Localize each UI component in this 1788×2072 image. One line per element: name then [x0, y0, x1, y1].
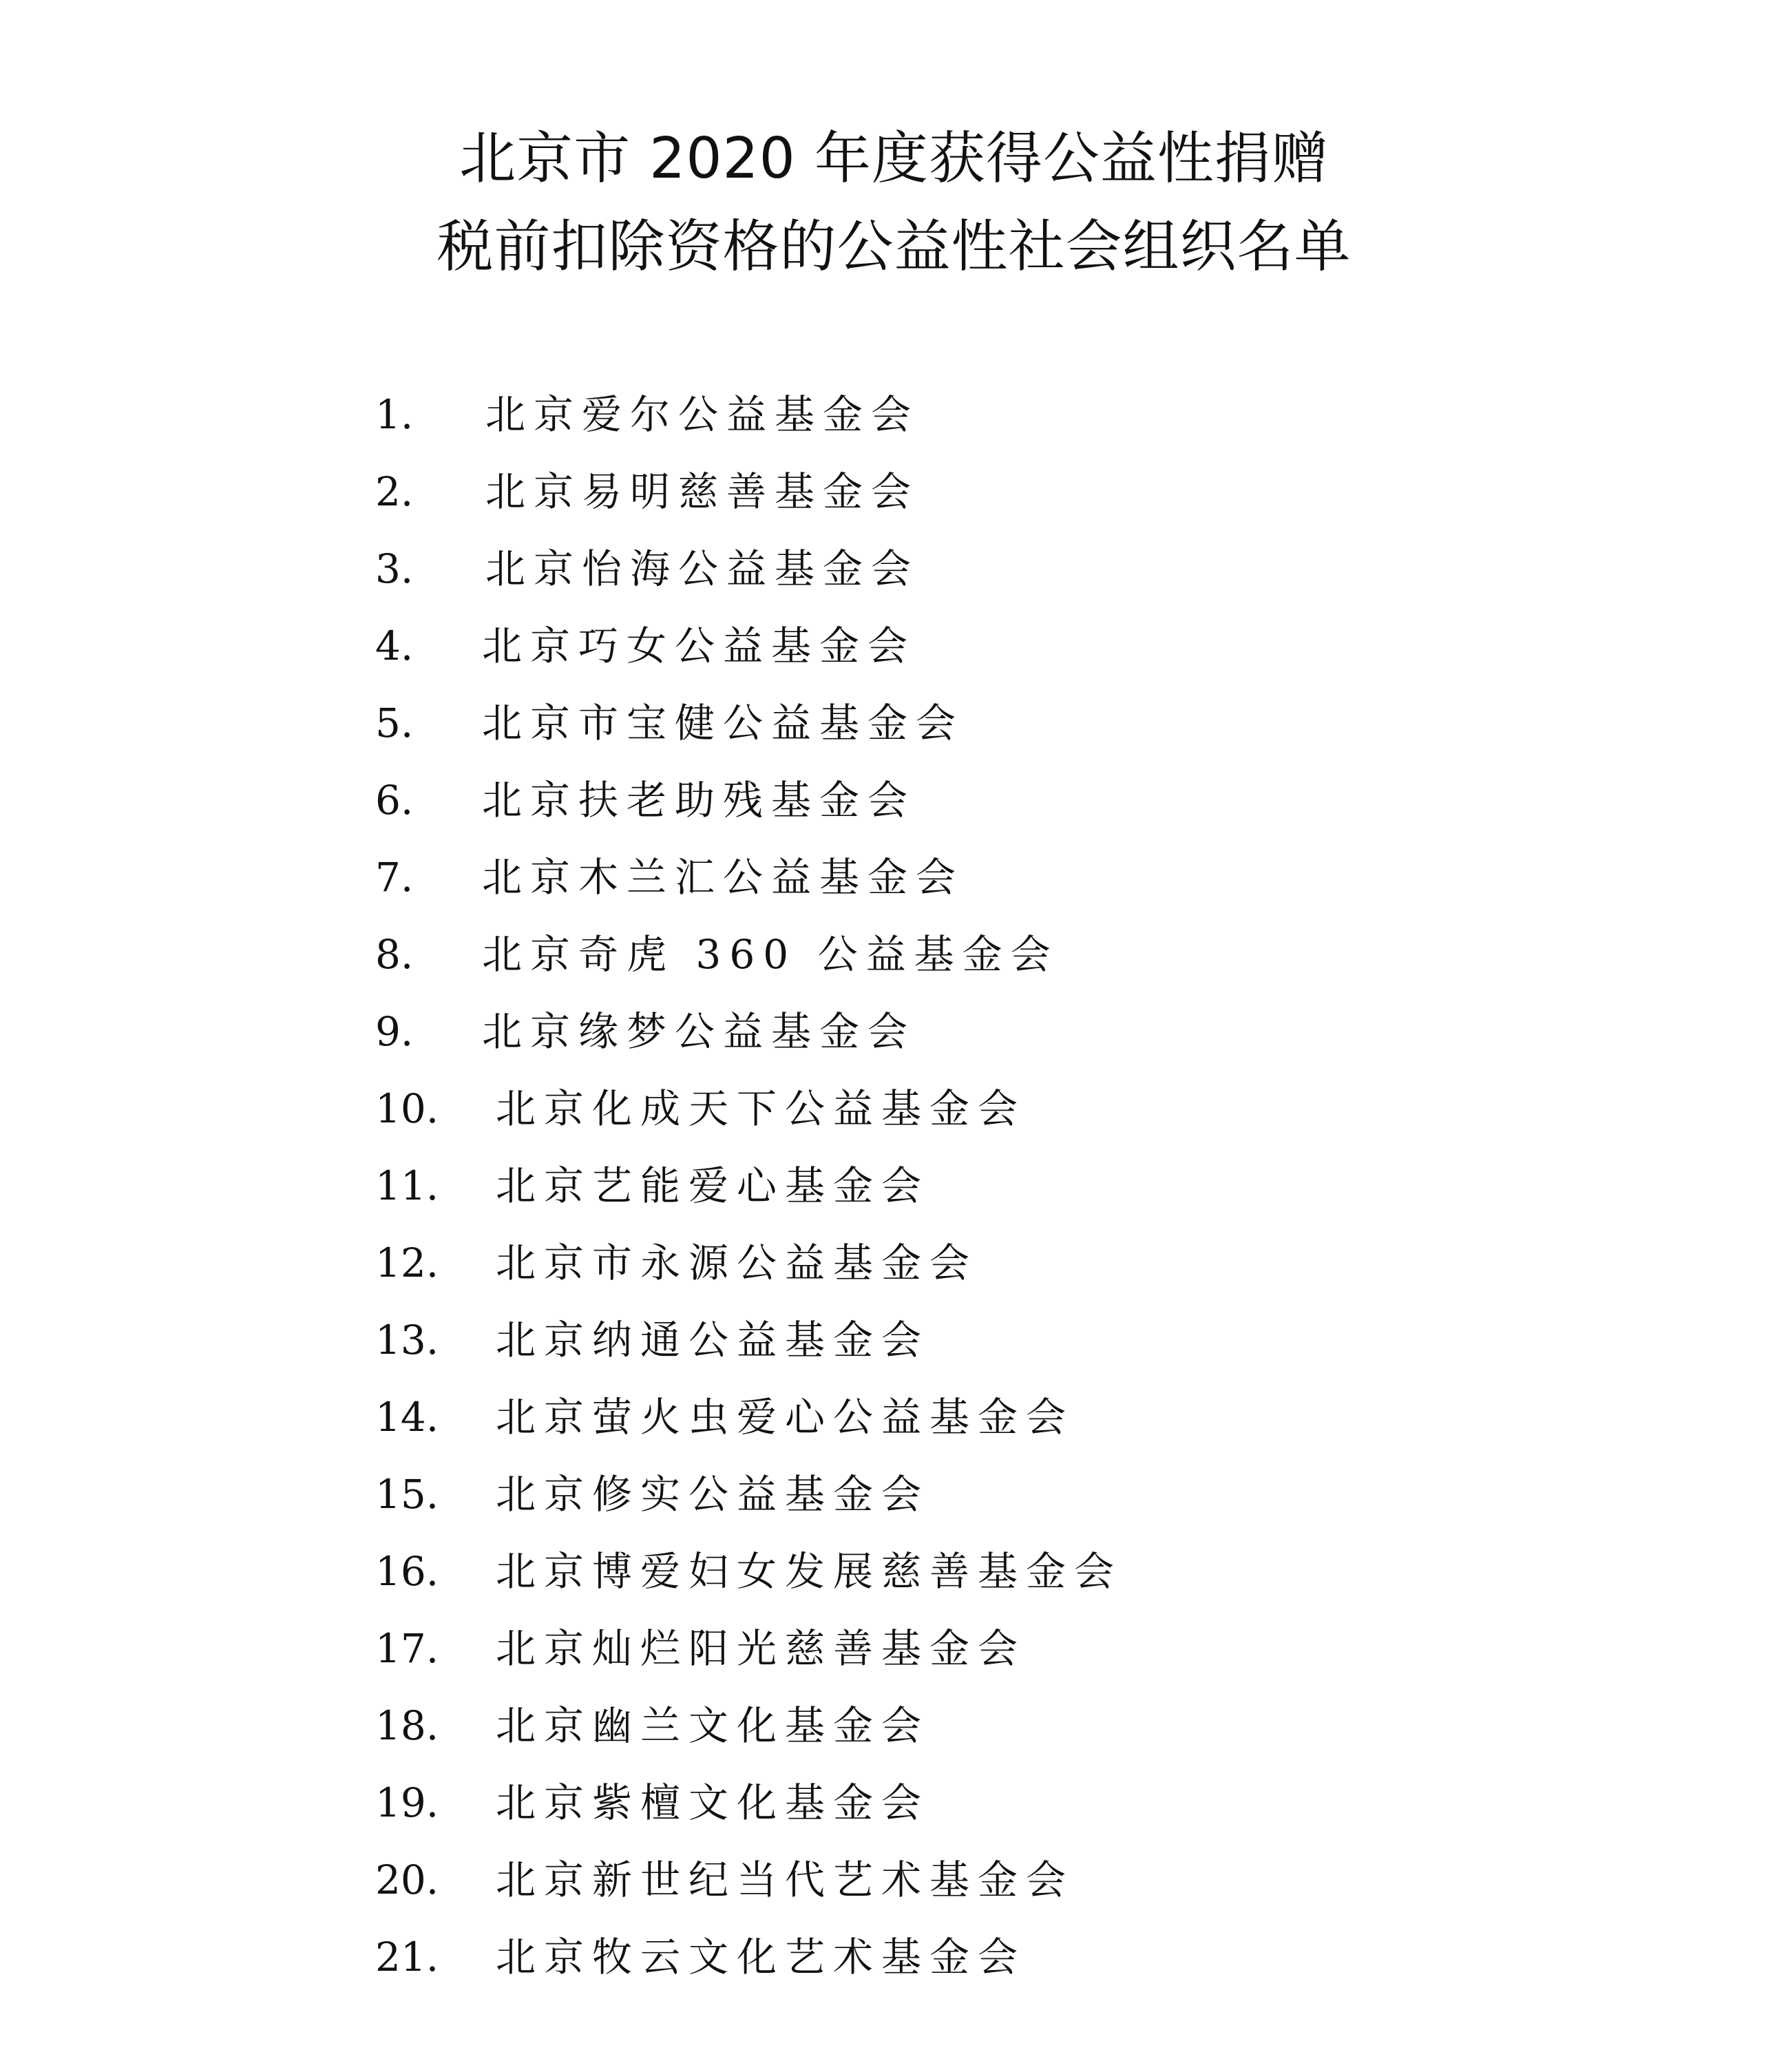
- item-number: 14.: [375, 1394, 439, 1441]
- organization-name: 北京奇虎 360 公益基金会: [482, 931, 1059, 978]
- item-number: 2.: [375, 468, 414, 515]
- list-item: [0, 773, 1788, 828]
- organization-name: 北京木兰汇公益基金会: [482, 854, 965, 901]
- item-number: 6.: [375, 777, 414, 824]
- organization-name: 北京纳通公益基金会: [496, 1317, 930, 1363]
- organization-name: 北京易明慈善基金会: [485, 468, 920, 515]
- list-item: [0, 1621, 1788, 1676]
- organization-name: 北京市永源公益基金会: [496, 1239, 978, 1286]
- item-number: 13.: [375, 1317, 439, 1363]
- list-item: [0, 1929, 1788, 1985]
- item-number: 12.: [375, 1239, 439, 1286]
- list-item: [0, 1004, 1788, 1059]
- item-number: 20.: [375, 1856, 439, 1903]
- item-number: 17.: [375, 1625, 439, 1672]
- organization-name: 北京紫檀文化基金会: [496, 1779, 930, 1826]
- organization-name: 北京艺能爱心基金会: [496, 1162, 930, 1209]
- list-item: [0, 1852, 1788, 1907]
- list-item: [0, 1158, 1788, 1213]
- organization-name: 北京幽兰文化基金会: [496, 1702, 930, 1749]
- organization-name: 北京市宝健公益基金会: [482, 700, 965, 746]
- item-number: 8.: [375, 931, 414, 978]
- item-number: 21.: [375, 1934, 439, 1980]
- list-item: [0, 1544, 1788, 1599]
- list-item: [0, 850, 1788, 905]
- organization-name: 北京爱尔公益基金会: [485, 391, 920, 438]
- organization-name: 北京牧云文化艺术基金会: [496, 1934, 1027, 1980]
- item-number: 5.: [375, 700, 414, 746]
- organization-name: 北京化成天下公益基金会: [496, 1085, 1027, 1132]
- item-number: 16.: [375, 1548, 439, 1595]
- list-item: [0, 1235, 1788, 1290]
- page-title-line-1: 北京市 2020 年度获得公益性捐赠: [459, 126, 1329, 191]
- organization-name: 北京修实公益基金会: [496, 1471, 930, 1518]
- item-number: 4.: [375, 622, 414, 669]
- organization-name: 北京巧女公益基金会: [482, 622, 916, 669]
- organization-name: 北京新世纪当代艺术基金会: [496, 1856, 1075, 1903]
- organization-name: 北京怡海公益基金会: [485, 545, 920, 592]
- item-number: 10.: [375, 1085, 439, 1132]
- organization-name: 北京萤火虫爱心公益基金会: [496, 1394, 1075, 1441]
- organization-name: 北京灿烂阳光慈善基金会: [496, 1625, 1027, 1672]
- organization-name: 北京博爱妇女发展慈善基金会: [496, 1548, 1123, 1595]
- item-number: 19.: [375, 1779, 439, 1826]
- item-number: 15.: [375, 1471, 439, 1518]
- item-number: 9.: [375, 1008, 414, 1055]
- list-item: [0, 1698, 1788, 1753]
- item-number: 11.: [375, 1162, 439, 1209]
- page-title-line-2: 税前扣除资格的公益性社会组织名单: [437, 214, 1351, 280]
- list-item: [0, 618, 1788, 673]
- organization-name: 北京扶老助残基金会: [482, 777, 916, 824]
- list-item: [0, 927, 1788, 982]
- organization-name: 北京缘梦公益基金会: [482, 1008, 916, 1055]
- list-item: [0, 1081, 1788, 1136]
- list-item: [0, 1312, 1788, 1368]
- item-number: 18.: [375, 1702, 439, 1749]
- list-item: [0, 1467, 1788, 1522]
- list-item: [0, 1390, 1788, 1445]
- list-item: [0, 464, 1788, 519]
- list-item: [0, 387, 1788, 442]
- list-item: [0, 1775, 1788, 1830]
- item-number: 1.: [375, 391, 414, 438]
- item-number: 7.: [375, 854, 414, 901]
- list-item: [0, 541, 1788, 596]
- list-item: [0, 695, 1788, 751]
- item-number: 3.: [375, 545, 414, 592]
